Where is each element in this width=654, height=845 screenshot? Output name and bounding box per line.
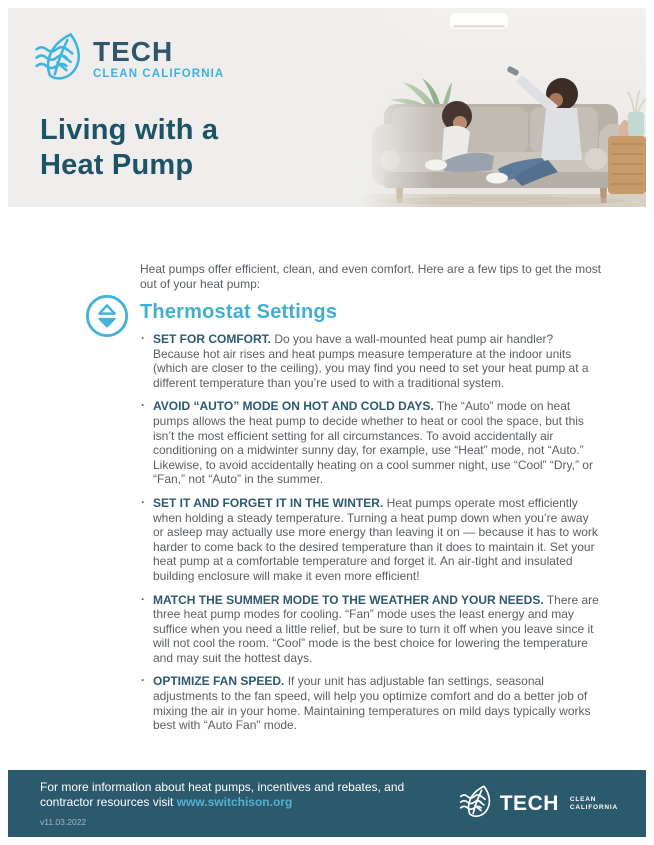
list-item [140, 496, 602, 584]
logo-subtitle: CLEAN CALIFORNIA [93, 67, 225, 80]
tech-leaf-icon [459, 783, 493, 824]
tip-text: Do you have a wall-mounted heat pump air handler? Because hot air rises and heat pumps measure temperature at the indoor units (which are closer to the ceiling), you may find you need to set your heat pump at a different temperature than you’re used to with a traditional system. [153, 332, 589, 390]
section-heading: Thermostat Settings [140, 301, 338, 323]
thermostat-adjust-icon [84, 293, 130, 339]
tip-lead: SET FOR COMFORT. [153, 332, 271, 346]
list-item [140, 399, 602, 487]
vase [628, 112, 644, 136]
tip-text: If your unit has adjustable fan settings, seasonal adjustments to the fan speed, will help you optimize comfort and do a better job of mixing the air in your home. Maintaining temperatures on mild days typically works best with “Auto Fan” mode. [153, 674, 591, 733]
tip-text: There are three heat pump modes for cooling. “Fan” mode uses the least energy and may suffice when you need a little relief, but be sure to turn it off when you leave since it will not cool the room. “Cool” mode is the best choice for lowering the temperature and may suit the hottest days. [153, 592, 599, 665]
tech-clean-california-logo [34, 30, 224, 87]
footer-logo-wordmark: TECH [499, 791, 559, 815]
switchison-link[interactable]: www.switchison.org [176, 795, 293, 809]
tip-lead: MATCH THE SUMMER MODE TO THE WEATHER AND YOUR NEEDS. [153, 592, 544, 607]
tech-leaf-icon [34, 30, 84, 87]
intro-paragraph: Heat pumps offer efficient, clean, and even comfort. Here are a few tips to get the most out of your heat pump: [140, 262, 602, 291]
list-item [140, 332, 602, 390]
footer-info [40, 780, 440, 810]
tip-lead: AVOID “AUTO” MODE ON HOT AND COLD DAYS. [153, 399, 434, 414]
list-item [140, 674, 602, 732]
header-banner [8, 8, 646, 207]
tip-text: Heat pumps operate most efficiently when holding a steady temperature. Turning a heat pump down when you’re away or asleep may actually use more energy than leaving it on — because it has to work harder to come back to the desired temperature than it does to maintain it. Set your heat pump at a comfortable temperature and forget it. An air-tight and insulated building enclosure will make it even more efficient! [153, 495, 598, 583]
version-label: v11.03.2022 [40, 817, 87, 827]
tip-lead: SET IT AND FORGET IT IN THE WINTER. [153, 495, 384, 510]
footer-bar [8, 770, 646, 837]
page-title: Living with a Heat Pump [40, 114, 219, 181]
footer-logo-subtitle: CLEAN CALIFORNIA [569, 795, 618, 811]
tip-lead: OPTIMIZE FAN SPEED. [153, 674, 285, 689]
footer-info-text: For more information about heat pumps, incentives and rebates, and contractor resources visit [40, 780, 405, 809]
footer-tech-logo [459, 783, 618, 824]
lifestyle-photo [356, 8, 646, 207]
tips-list [140, 332, 602, 742]
photo-left-fade [356, 8, 434, 207]
list-item [140, 593, 602, 666]
logo-wordmark: TECH [93, 35, 174, 67]
tip-text: The “Auto” mode on heat pumps allows the heat pump to decide whether to heat or cool the space, but this isn’t the most efficient setting for all circumstances. To avoid accidentally air conditioning on a midwinter sunny day, for example, use “Heat” mode, not “Auto.” Likewise, to avoid accidentally heating on a cool summer night, use “Cool” “Dry,” or “Fan,” not “Auto” in the summer. [153, 399, 593, 487]
